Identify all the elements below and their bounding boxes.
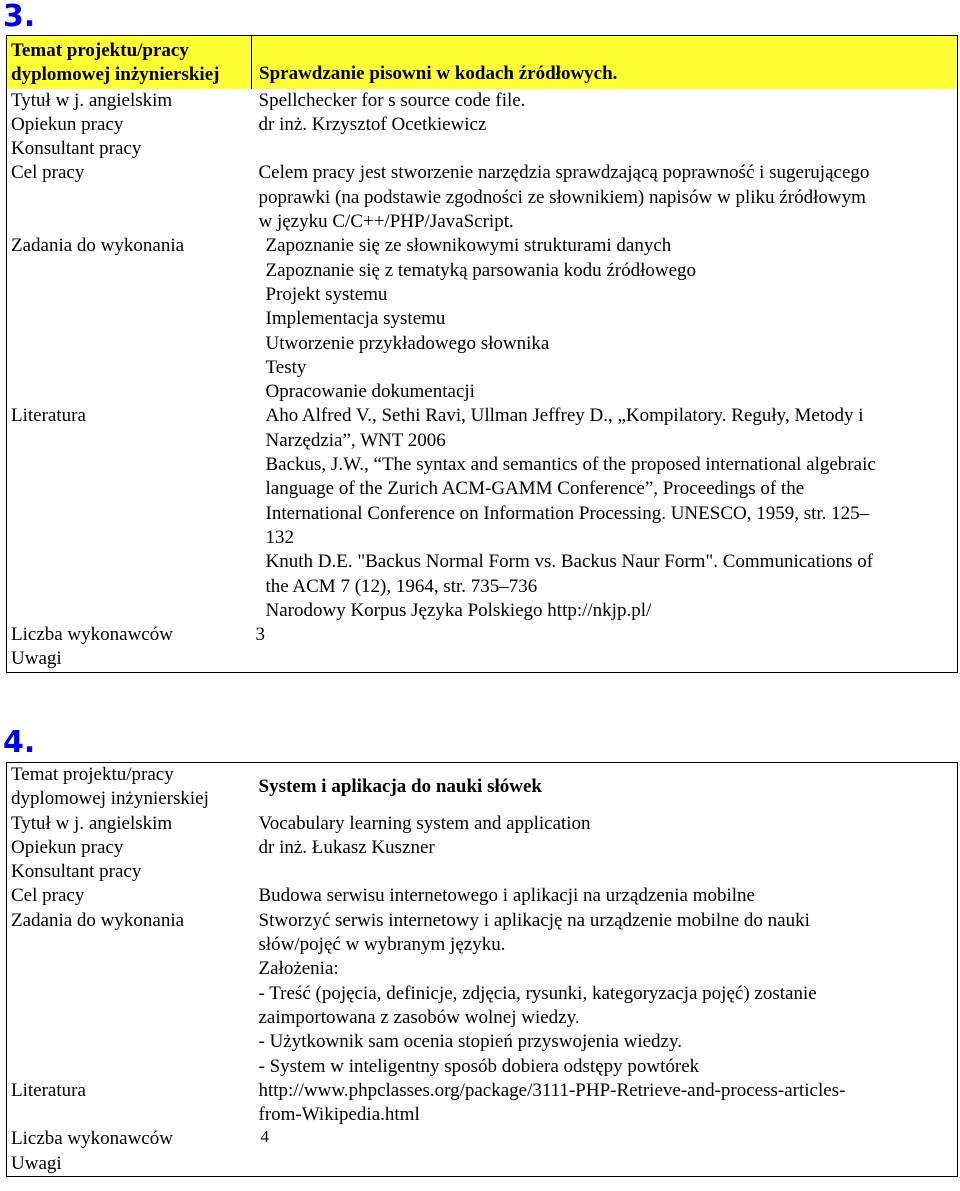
literature-row: [7, 1079, 958, 1128]
notes-row: [7, 1152, 958, 1177]
english-title-value: Spellchecker for s source code file.: [258, 89, 526, 111]
english-title-value: Vocabulary learning system and application: [258, 812, 591, 834]
consultant-value: [252, 137, 958, 161]
english-title-row: [7, 812, 958, 836]
contributors-label: Liczba wykonawców: [11, 624, 173, 646]
topic-label-line: Temat projektu/pracy: [11, 40, 189, 61]
english-title-label: Tytuł w j. angielskim: [11, 89, 173, 111]
task-item: Testy: [265, 356, 307, 378]
notes-label: Uwagi: [11, 648, 62, 670]
literature-value: [252, 1079, 958, 1128]
tasks-row: [7, 909, 958, 1079]
literature-line: Knuth D.E. "Backus Normal Form vs. Backus Naur Form". Communications of: [265, 551, 874, 573]
notes-value: [252, 1152, 958, 1177]
consultant-label: Konsultant pracy: [11, 861, 142, 883]
literature-value: [252, 404, 958, 623]
goal-value: [252, 161, 958, 234]
goal-line: Celem pracy jest stworzenie narzędzia sprawdzającą poprawność i sugerującego: [258, 162, 870, 184]
supervisor-label: Opiekun pracy: [11, 836, 124, 858]
topic-label: [7, 763, 252, 812]
english-title-row: [7, 89, 958, 113]
literature-line: Narodowy Korpus Języka Polskiego http://nkjp.pl/: [265, 599, 652, 621]
contributors-value: 3: [255, 624, 265, 646]
notes-row: [7, 647, 958, 672]
supervisor-value: dr inż. Łukasz Kuszner: [258, 836, 435, 858]
goal-line: Budowa serwisu internetowego i aplikacji na urządzenia mobilne: [258, 885, 755, 907]
literature-row: [7, 404, 958, 623]
task-item: - System w inteligentny sposób dobiera odstępy powtórek: [258, 1055, 700, 1077]
section-number: 4.: [3, 725, 36, 760]
contributors-label: Liczba wykonawców: [11, 1128, 173, 1150]
task-item: Założenia:: [258, 958, 339, 980]
contributors-row: [7, 623, 958, 647]
consultant-row: [7, 860, 958, 884]
tasks-label: Zadania do wykonania: [11, 235, 185, 257]
notes-value: [252, 647, 958, 672]
tasks-row: [7, 234, 958, 404]
task-item: Zapoznanie się ze słownikowymi strukturami danych: [265, 235, 672, 257]
goal-label: Cel pracy: [11, 162, 85, 184]
literature-line: Aho Alfred V., Sethi Ravi, Ullman Jeffrey D., „Kompilatory. Reguły, Metody i: [265, 405, 864, 427]
consultant-value: [252, 860, 958, 884]
task-item: Zapoznanie się z tematyką parsowania kodu źródłowego: [265, 259, 697, 281]
goal-line: poprawki (na podstawie zgodności ze słownikiem) napisów w pliku źródłowym: [258, 186, 866, 208]
literature-line: language of the Zurich ACM-GAMM Conference”, Proceedings of the: [265, 478, 805, 500]
literature-label: Literatura: [11, 405, 86, 427]
tasks-value: [252, 909, 958, 1079]
topic-row: [7, 763, 958, 812]
supervisor-row: [7, 113, 958, 137]
project-table: [6, 35, 958, 673]
task-item: - Treść (pojęcia, definicje, zdjęcia, rysunki, kategoryzacja pojęć) zostanie: [258, 982, 817, 1004]
literature-line: International Conference on Information Processing. UNESCO, 1959, str. 125–: [265, 502, 870, 524]
task-item: zaimportowana z zasobów wolnej wiedzy.: [258, 1006, 580, 1028]
topic-label-line: Temat projektu/pracy: [11, 764, 174, 785]
consultant-row: [7, 137, 958, 161]
topic-row: [7, 36, 958, 89]
task-item: słów/pojęć w wybranym języku.: [258, 934, 506, 956]
topic-label: [7, 36, 252, 89]
task-item: Projekt systemu: [265, 283, 388, 305]
topic-value: System i aplikacja do nauki słówek: [258, 776, 542, 798]
goal-row: [7, 884, 958, 908]
contributors-row: [7, 1127, 958, 1151]
literature-line: from-Wikipedia.html: [258, 1104, 420, 1126]
consultant-label: Konsultant pracy: [11, 138, 142, 160]
english-title-label: Tytuł w j. angielskim: [11, 812, 173, 834]
goal-line: w języku C/C++/PHP/JavaScript.: [258, 211, 514, 233]
task-item: Opracowanie dokumentacji: [265, 381, 475, 403]
tasks-label: Zadania do wykonania: [11, 909, 185, 931]
topic-label-line: dyplomowej inżynierskiej: [11, 788, 209, 810]
tasks-value: [252, 234, 958, 404]
task-item: Implementacja systemu: [265, 308, 446, 330]
goal-label: Cel pracy: [11, 885, 85, 907]
goal-value: [252, 884, 958, 908]
section-number: 3.: [3, 0, 36, 34]
task-item: Stworzyć serwis internetowy i aplikację na urządzenie mobilne do nauki: [258, 909, 810, 931]
supervisor-row: [7, 836, 958, 860]
task-item: Utworzenie przykładowego słownika: [265, 332, 550, 354]
notes-label: Uwagi: [11, 1152, 62, 1174]
literature-line: Narzędzia”, WNT 2006: [265, 429, 446, 451]
task-item: - Użytkownik sam ocenia stopień przyswojenia wiedzy.: [258, 1031, 683, 1053]
goal-row: [7, 161, 958, 234]
literature-line: Backus, J.W., “The syntax and semantics of the proposed international algebraic: [265, 454, 876, 476]
topic-value: Sprawdzanie pisowni w kodach źródłowych.: [252, 36, 958, 89]
literature-line: 132: [265, 526, 294, 548]
supervisor-label: Opiekun pracy: [11, 113, 124, 135]
contributors-value: 4: [260, 1127, 269, 1147]
literature-label: Literatura: [11, 1079, 86, 1101]
project-table: [6, 762, 958, 1177]
topic-label-line: dyplomowej inżynierskiej: [11, 64, 220, 86]
supervisor-value: dr inż. Krzysztof Ocetkiewicz: [258, 113, 487, 135]
literature-line: the ACM 7 (12), 1964, str. 735–736: [265, 575, 538, 597]
literature-line: http://www.phpclasses.org/package/3111-PHP-Retrieve-and-process-articles-: [258, 1079, 846, 1101]
